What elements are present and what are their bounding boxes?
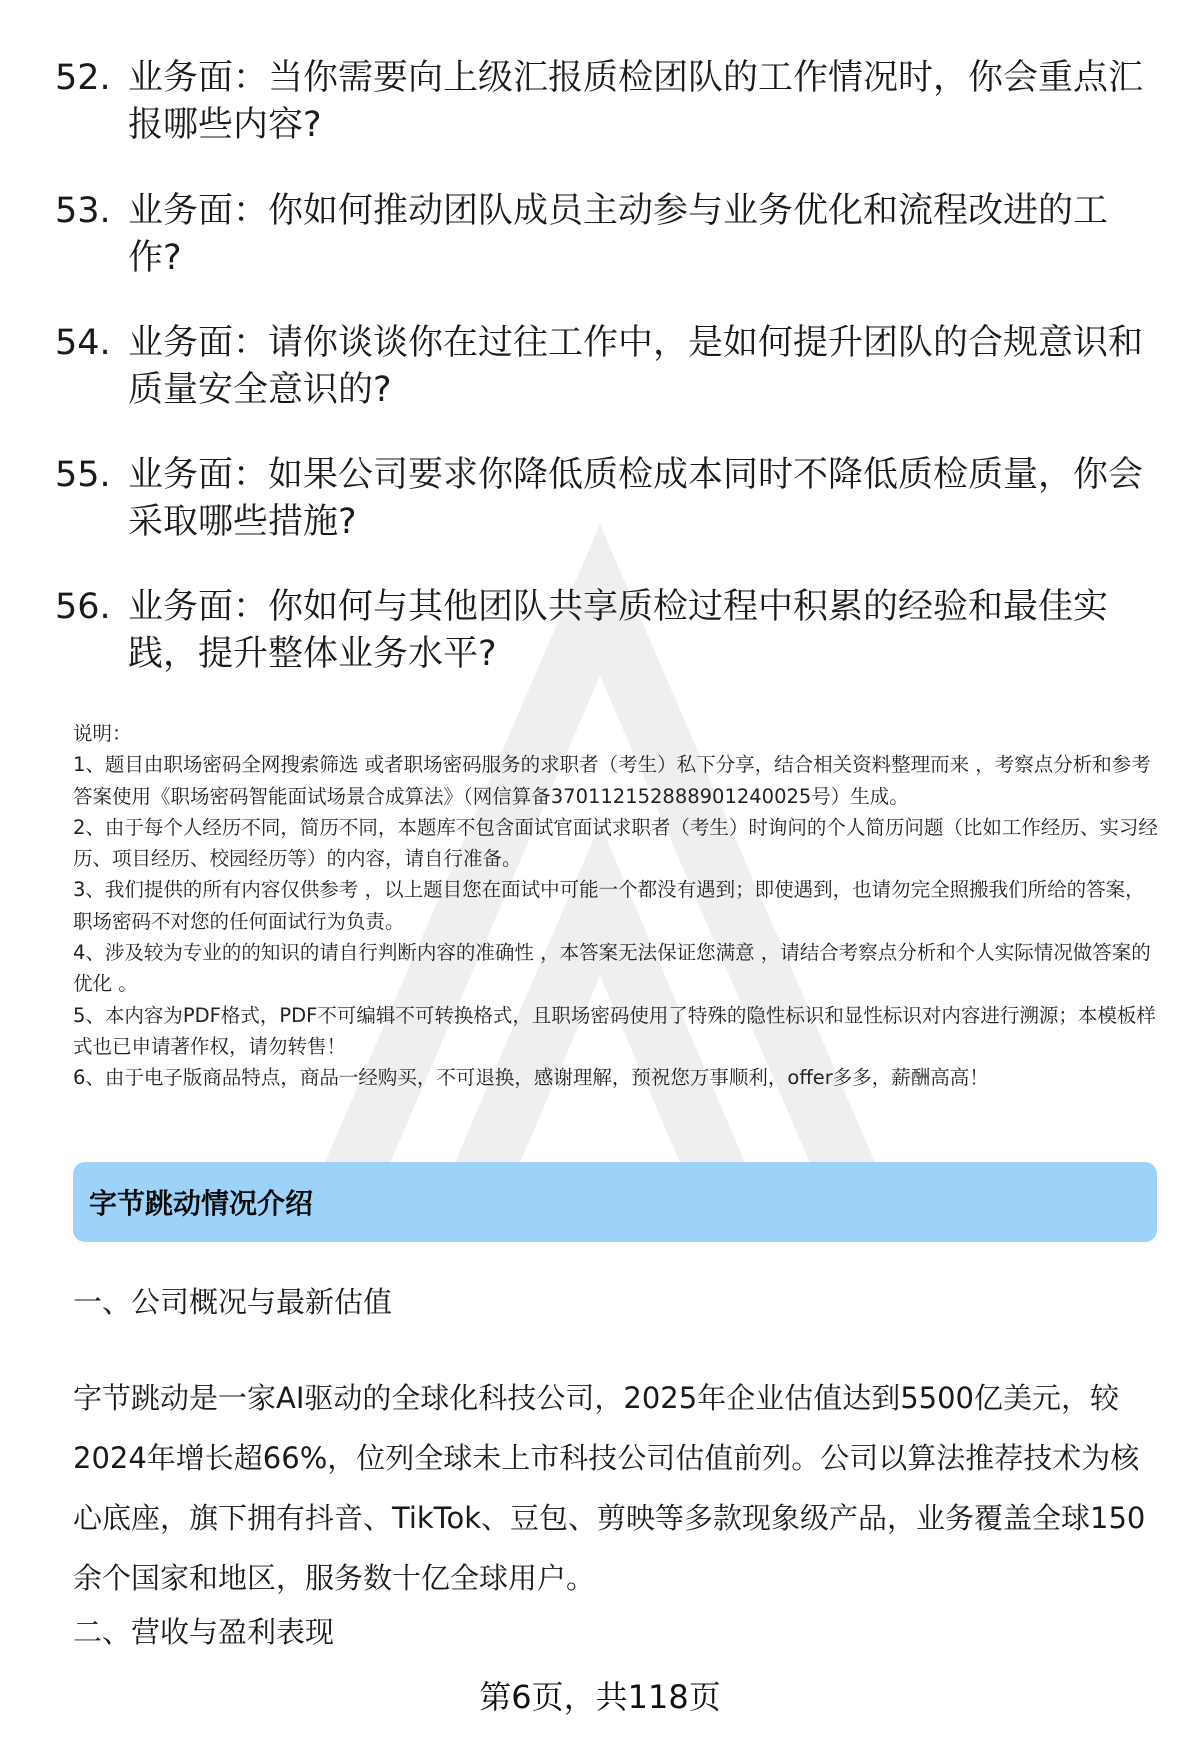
note-item-2: 2、由于每个人经历不同，简历不同，本题库不包含面试官面试求职者（考生）时询问的个人简历问题（比如工作经历、实习经历、项目经历、校园经历等）的内容，请自行准备。	[73, 815, 1158, 871]
question-item-54	[55, 320, 1145, 414]
section-title: 字节跳动情况介绍	[89, 1187, 314, 1220]
company-overview-paragraph: 字节跳动是一家AI驱动的全球化科技公司，2025年企业估值达到5500亿美元，较2024年增长超66%，位列全球未上市科技公司估值前列。公司以算法推荐技术为核心底座，旗下拥有抖音、TikTok、豆包、剪映等多款现象级产品，业务覆盖全球150余个国家和地区，服务数十亿全球用户。	[73, 1381, 1146, 1595]
question-item-55	[55, 452, 1145, 546]
question-text: 业务面：你如何与其他团队共享质检过程中积累的经验和最佳实践，提升整体业务水平?	[128, 587, 1109, 674]
question-number: 52.	[55, 58, 111, 98]
section-header-box	[73, 1162, 1157, 1242]
subheading-company-overview: 一、公司概况与最新估值	[73, 1285, 393, 1319]
question-text: 业务面：当你需要向上级汇报质检团队的工作情况时，你会重点汇报哪些内容?	[128, 58, 1144, 145]
question-item-52	[55, 55, 1145, 149]
disclaimer-notes	[73, 718, 1163, 1094]
question-item-56	[55, 584, 1145, 678]
question-text: 业务面：如果公司要求你降低质检成本同时不降低质检质量，你会采取哪些措施?	[128, 455, 1144, 542]
question-number: 54.	[55, 323, 111, 363]
note-item-5: 5、本内容为PDF格式，PDF不可编辑不可转换格式，且职场密码使用了特殊的隐性标识和显性标识对内容进行溯源；本模板样式也已申请著作权，请勿转售！	[73, 1003, 1156, 1058]
question-number: 53.	[55, 191, 111, 231]
question-number: 55.	[55, 455, 111, 495]
note-item-6: 6、由于电子版商品特点，商品一经购买，不可退换，感谢理解，预祝您万事顺利，offer多多，薪酬高高！	[73, 1066, 989, 1090]
note-item-1: 1、题目由职场密码全网搜索筛选 或者职场密码服务的求职者（考生）私下分享，结合相关资料整理而来 ，考察点分析和参考答案使用《职场密码智能面试场景合成算法》（网信算备370112152888901240025号）生成。	[73, 753, 1151, 808]
question-number: 56.	[55, 587, 111, 627]
page-indicator: 第6页，共118页	[479, 1678, 721, 1716]
question-item-53	[55, 188, 1145, 282]
note-item-3: 3、我们提供的所有内容仅供参考 ，以上题目您在面试中可能一个都没有遇到；即使遇到，也请勿完全照搬我们所给的答案，职场密码不对您的任何面试行为负责。	[73, 878, 1145, 933]
note-item-4: 4、涉及较为专业的的知识的请自行判断内容的准确性 ，本答案无法保证您满意 ，请结合考察点分析和个人实际情况做答案的优化 。	[73, 941, 1151, 996]
notes-title: 说明：	[73, 722, 132, 745]
subheading-revenue: 二、营收与盈利表现	[73, 1615, 335, 1649]
question-text: 业务面：你如何推动团队成员主动参与业务优化和流程改进的工作?	[128, 191, 1109, 278]
question-text: 业务面：请你谈谈你在过往工作中，是如何提升团队的合规意识和质量安全意识的?	[128, 323, 1144, 410]
